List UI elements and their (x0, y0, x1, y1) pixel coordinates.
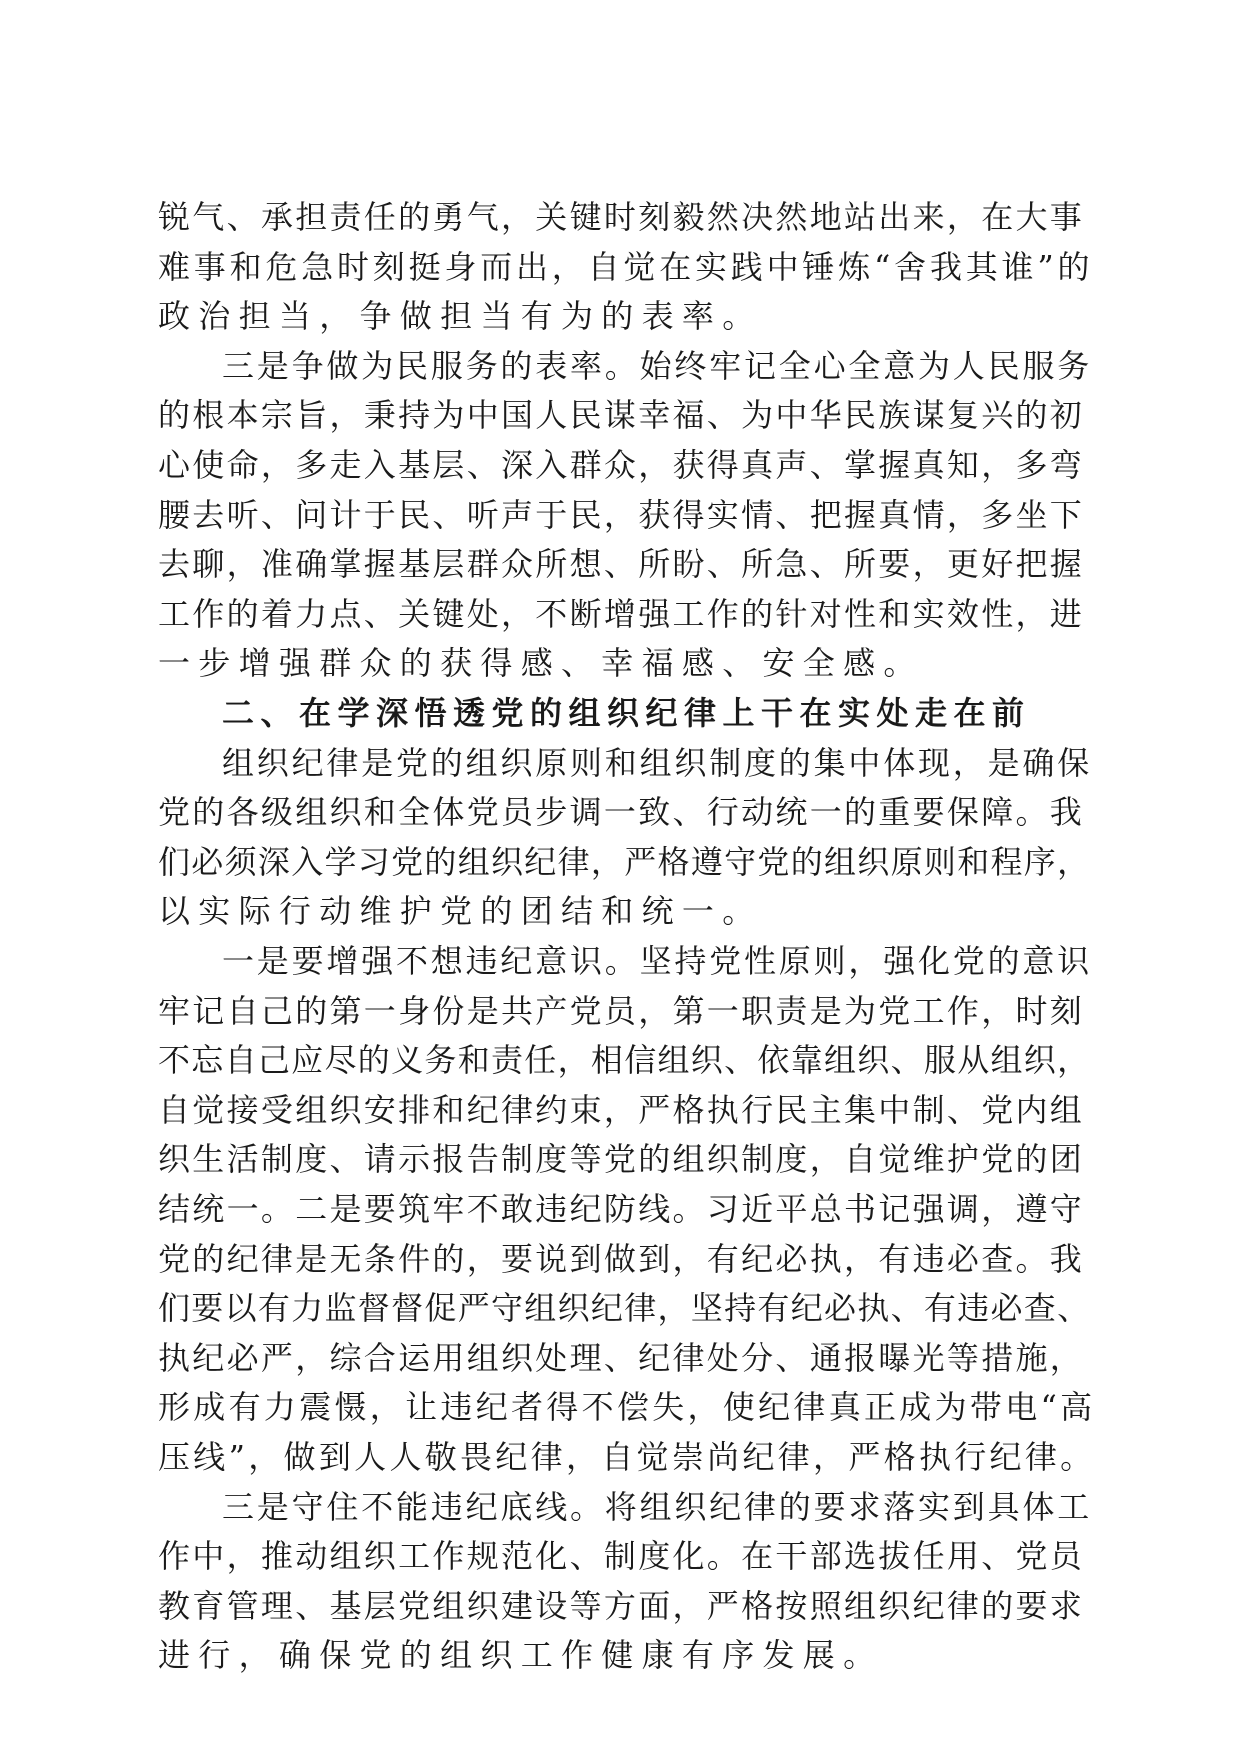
body-line: 锐气、承担责任的勇气，关键时刻毅然决然地站出来，在大事 (158, 198, 1085, 236)
body-line: 牢记自己的第一身份是共产党员，第一职责是为党工作，时刻 (158, 991, 1085, 1030)
body-line: 的根本宗旨，秉持为中国人民谋幸福、为中华民族谋复兴的初 (158, 396, 1085, 435)
paragraph-first-line: 三是守住不能违纪底线。将组织纪律的要求落实到具体工 (222, 1487, 1093, 1526)
body-line: 一步增强群众的获得感、幸福感、安全感。 (158, 644, 924, 683)
body-line: 进行，确保党的组织工作健康有序发展。 (158, 1636, 884, 1675)
body-line: 自觉接受组织安排和纪律约束，严格执行民主集中制、党内组 (158, 1090, 1085, 1129)
body-line: 党的各级组织和全体党员步调一致、行动统一的重要保障。我 (158, 793, 1085, 832)
body-line: 难事和危急时刻挺身而出，自觉在实践中锤炼“舍我其谁”的 (158, 247, 1094, 286)
section-heading: 二、在学深悟透党的组织纪律上干在实处走在前 (222, 694, 1031, 732)
body-line: 执纪必严，综合运用组织处理、纪律处分、通报曝光等措施， (158, 1338, 1085, 1377)
paragraph-first-line: 组织纪律是党的组织原则和组织制度的集中体现，是确保 (222, 743, 1093, 782)
body-line: 教育管理、基层党组织建设等方面，严格按照组织纪律的要求 (158, 1586, 1085, 1625)
body-line: 结统一。二是要筑牢不敢违纪防线。习近平总书记强调，遵守 (158, 1190, 1085, 1228)
body-line: 们必须深入学习党的组织纪律，严格遵守党的组织原则和程序， (158, 842, 1091, 881)
body-line: 不忘自己应尽的义务和责任，相信组织、依靠组织、服从组织， (158, 1041, 1091, 1080)
body-line: 工作的着力点、关键处，不断增强工作的针对性和实效性，进 (158, 594, 1085, 633)
body-line: 作中，推动组织工作规范化、制度化。在干部选拔任用、党员 (158, 1537, 1085, 1576)
body-line: 们要以有力监督督促严守组织纪律，坚持有纪必执、有违必查、 (158, 1289, 1091, 1328)
paragraph-first-line: 一是要增强不想违纪意识。坚持党性原则，强化党的意识 (222, 942, 1093, 980)
body-line: 去聊，准确掌握基层群众所想、所盼、所急、所要，更好把握 (158, 545, 1085, 584)
paragraph-first-line: 三是争做为民服务的表率。始终牢记全心全意为人民服务 (222, 346, 1093, 385)
body-line: 织生活制度、请示报告制度等党的组织制度，自觉维护党的团 (158, 1140, 1085, 1179)
body-line: 压线”，做到人人敬畏纪律，自觉崇尚纪律，严格执行纪律。 (158, 1438, 1096, 1476)
body-line: 形成有力震慑，让违纪者得不偿失，使纪律真正成为带电“高 (158, 1388, 1096, 1427)
body-line: 政治担当，争做担当有为的表率。 (158, 297, 763, 336)
body-line: 党的纪律是无条件的，要说到做到，有纪必执，有违必查。我 (158, 1239, 1085, 1278)
body-line: 以实际行动维护党的团结和统一。 (158, 892, 763, 931)
body-line: 心使命，多走入基层、深入群众，获得真声、掌握真知，多弯 (158, 446, 1085, 484)
body-line: 腰去听、问计于民、听声于民，获得实情、把握真情，多坐下 (158, 495, 1085, 534)
